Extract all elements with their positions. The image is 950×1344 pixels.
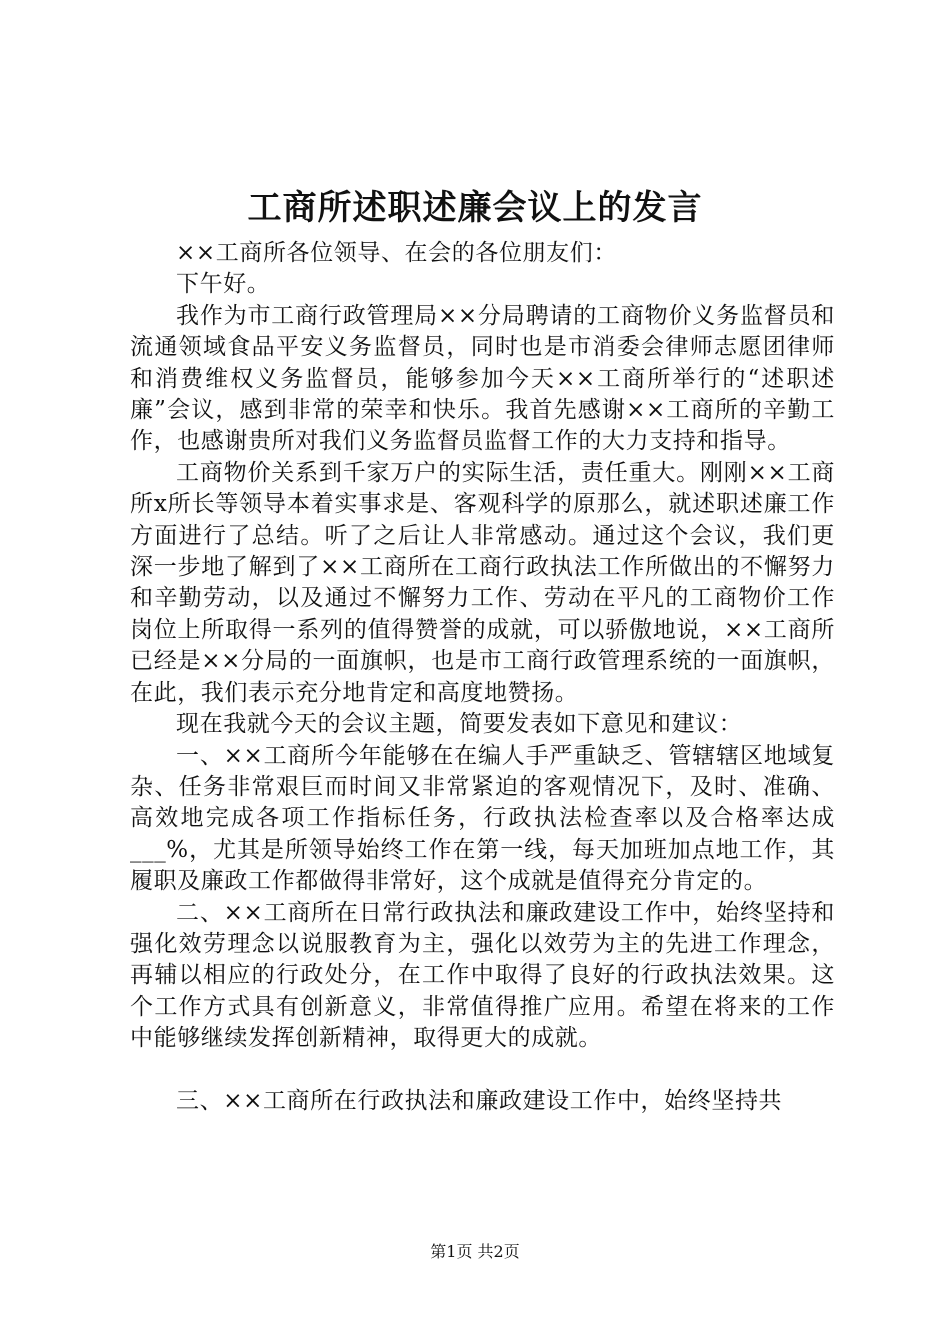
salutation-paragraph: ××工商所各位领导、在会的各位朋友们： [176,240,617,266]
body-paragraph: 一、××工商所今年能够在在编人手严重缺乏、管辖辖区地域复杂、任务非常艰巨而时间又非常紧迫的客观情况下，及时、准确、高效地完成各项工作指标任务，行政执法检查率以及合格率达成___%，尤其是所领导始终工作在第一线，每天加班加点地工作，其履职及廉政工作都做得非常好，这个成就是值得充分肯定的。 [130,742,835,895]
body-paragraph: 工商物价关系到千家万户的实际生活，责任重大。刚刚××工商所x所长等领导本着实事求是、客观科学的原那么，就述职述廉工作方面进行了总结。听了之后让人非常感动。通过这个会议，我们更深一步地了解到了××工商所在工商行政执法工作所做出的不懈努力和辛勤劳动，以及通过不懈努力工作、劳动在平凡的工商物价工作岗位上所取得一系列的值得赞誉的成就，可以骄傲地说，××工商所已经是××分局的一面旗帜，也是市工商行政管理系统的一面旗帜，在此，我们表示充分地肯定和高度地赞扬。 [130,459,835,706]
document-body [130,238,835,1117]
greeting-paragraph: 下午好。 [176,271,271,298]
body-paragraph: 我作为市工商行政管理局××分局聘请的工商物价义务监督员和流通领域食品平安义务监督员，同时也是市消委会律师志愿团律师和消费维权义务监督员，能够参加今天××工商所举行的“述职述廉”会议，感到非常的荣幸和快乐。我首先感谢××工商所的辛勤工作，也感谢贵所对我们义务监督员监督工作的大力支持和指导。 [130,302,835,455]
page-number-footer: 第1页 共2页 [430,1242,520,1261]
body-paragraph: 三、××工商所在行政执法和廉政建设工作中，始终坚持共 [176,1087,783,1114]
body-paragraph: 二、××工商所在日常行政执法和廉政建设工作中，始终坚持和强化效劳理念以说服教育为主，强化以效劳为主的先进工作理念，再辅以相应的行政处分，在工作中取得了良好的行政执法效果。这个工作方式具有创新意义，非常值得推广应用。希望在将来的工作中能够继续发挥创新精神，取得更大的成就。 [130,899,835,1052]
document-title: 工商所述职述廉会议上的发言 [247,188,703,228]
body-paragraph: 现在我就今天的会议主题，简要发表如下意见和建议： [176,711,743,738]
